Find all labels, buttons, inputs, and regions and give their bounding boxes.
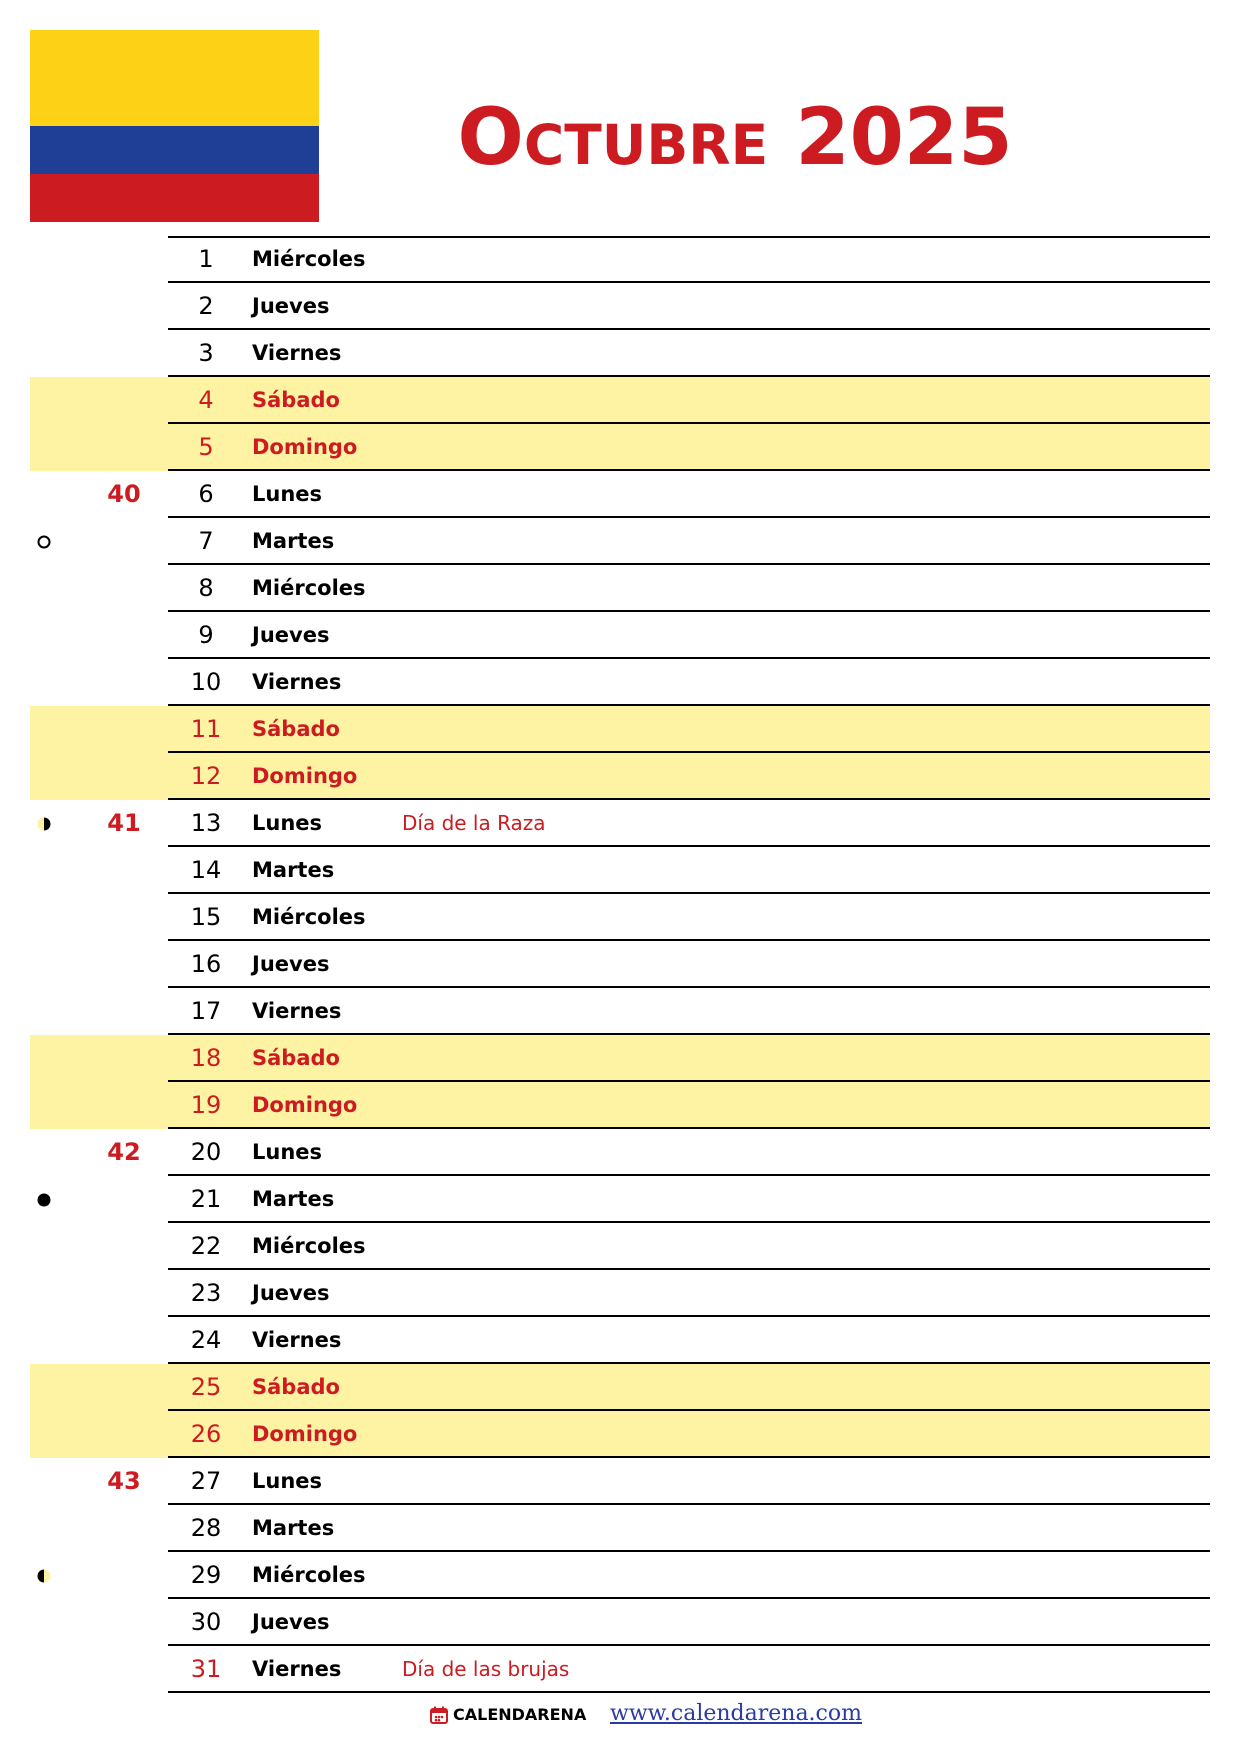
- day-number: 4: [198, 386, 214, 414]
- week-number: 41: [107, 809, 141, 837]
- day-number: 12: [190, 762, 222, 790]
- day-name: Domingo: [252, 1093, 358, 1117]
- day-name: Lunes: [252, 811, 323, 835]
- day-number: 2: [198, 292, 214, 320]
- day-number: 25: [190, 1373, 222, 1401]
- moon-phase-full-icon: [37, 535, 51, 549]
- day-row: [0, 377, 1240, 424]
- day-name: Viernes: [252, 670, 342, 694]
- day-number: 22: [190, 1232, 222, 1260]
- day-row: [0, 330, 1240, 377]
- flag-stripe-yellow: [30, 30, 319, 126]
- day-number: 29: [190, 1561, 222, 1589]
- day-row: [0, 800, 1240, 847]
- week-number: 42: [107, 1138, 141, 1166]
- day-row: [0, 1129, 1240, 1176]
- day-number: 24: [190, 1326, 222, 1354]
- day-row: [0, 424, 1240, 471]
- day-name: Sábado: [252, 388, 340, 412]
- day-row: [0, 753, 1240, 800]
- moon-phase-first-quarter-icon: [37, 1569, 51, 1583]
- day-row: [0, 1411, 1240, 1458]
- day-name: Jueves: [252, 294, 330, 318]
- day-row: [0, 471, 1240, 518]
- day-row: [0, 847, 1240, 894]
- day-number: 1: [198, 245, 214, 273]
- brand: [430, 1705, 586, 1724]
- day-list: [0, 236, 1240, 1693]
- brand-name: CALENDARENA: [453, 1705, 587, 1724]
- day-number: 5: [198, 433, 214, 461]
- day-name: Lunes: [252, 1469, 323, 1493]
- day-row: [0, 1599, 1240, 1646]
- footer: [0, 1700, 1240, 1730]
- day-number: 27: [190, 1467, 222, 1495]
- day-row: [0, 236, 1240, 283]
- day-number: 6: [198, 480, 214, 508]
- holiday-label: Día de la Raza: [402, 811, 546, 835]
- day-name: Jueves: [252, 952, 330, 976]
- day-row: [0, 612, 1240, 659]
- day-number: 3: [198, 339, 214, 367]
- day-number: 31: [190, 1655, 222, 1683]
- day-name: Martes: [252, 1516, 335, 1540]
- colombia-flag: [30, 30, 319, 222]
- flag-stripe-red: [30, 174, 319, 222]
- day-row: [0, 1082, 1240, 1129]
- day-name: Jueves: [252, 1610, 330, 1634]
- day-name: Lunes: [252, 482, 323, 506]
- holiday-label: Día de las brujas: [402, 1657, 570, 1681]
- day-row: [0, 1364, 1240, 1411]
- moon-phase-last-quarter-icon: [37, 817, 51, 831]
- day-row: [0, 941, 1240, 988]
- day-row: [0, 659, 1240, 706]
- day-number: 23: [190, 1279, 222, 1307]
- day-name: Sábado: [252, 1046, 340, 1070]
- day-name: Sábado: [252, 717, 340, 741]
- day-row: [0, 283, 1240, 330]
- day-name: Viernes: [252, 1657, 342, 1681]
- day-number: 10: [190, 668, 222, 696]
- day-number: 7: [198, 527, 214, 555]
- day-name: Domingo: [252, 764, 358, 788]
- day-number: 21: [190, 1185, 222, 1213]
- day-row: [0, 1317, 1240, 1364]
- day-number: 17: [190, 997, 222, 1025]
- day-row: [0, 565, 1240, 612]
- day-row: [0, 988, 1240, 1035]
- day-name: Miércoles: [252, 247, 366, 271]
- day-number: 30: [190, 1608, 222, 1636]
- day-name: Martes: [252, 858, 335, 882]
- calendar-icon: [430, 1706, 448, 1724]
- day-number: 11: [190, 715, 222, 743]
- day-name: Miércoles: [252, 905, 366, 929]
- day-row: [0, 706, 1240, 753]
- day-name: Jueves: [252, 1281, 330, 1305]
- day-number: 15: [190, 903, 222, 931]
- day-row: [0, 1505, 1240, 1552]
- day-number: 20: [190, 1138, 222, 1166]
- day-row: [0, 894, 1240, 941]
- day-name: Miércoles: [252, 1234, 366, 1258]
- day-row: [0, 1035, 1240, 1082]
- row-divider: [168, 1691, 1210, 1693]
- day-name: Domingo: [252, 1422, 358, 1446]
- day-name: Martes: [252, 529, 335, 553]
- day-name: Jueves: [252, 623, 330, 647]
- day-name: Miércoles: [252, 576, 366, 600]
- day-number: 19: [190, 1091, 222, 1119]
- day-row: [0, 1223, 1240, 1270]
- day-row: [0, 1552, 1240, 1599]
- day-name: Sábado: [252, 1375, 340, 1399]
- day-name: Martes: [252, 1187, 335, 1211]
- day-name: Miércoles: [252, 1563, 366, 1587]
- day-number: 14: [190, 856, 222, 884]
- page-title: Octubre 2025: [457, 93, 1013, 183]
- day-name: Lunes: [252, 1140, 323, 1164]
- day-number: 16: [190, 950, 222, 978]
- website-link[interactable]: www.calendarena.com: [610, 1701, 862, 1726]
- day-name: Viernes: [252, 1328, 342, 1352]
- day-row: [0, 1270, 1240, 1317]
- day-name: Domingo: [252, 435, 358, 459]
- day-row: [0, 1646, 1240, 1693]
- moon-phase-new-icon: [37, 1193, 51, 1207]
- day-name: Viernes: [252, 341, 342, 365]
- week-number: 43: [107, 1467, 141, 1495]
- day-number: 28: [190, 1514, 222, 1542]
- day-row: [0, 1176, 1240, 1223]
- day-name: Viernes: [252, 999, 342, 1023]
- day-row: [0, 1458, 1240, 1505]
- day-row: [0, 518, 1240, 565]
- day-number: 18: [190, 1044, 222, 1072]
- day-number: 8: [198, 574, 214, 602]
- week-number: 40: [107, 480, 141, 508]
- flag-stripe-blue: [30, 126, 319, 174]
- day-number: 13: [190, 809, 222, 837]
- day-number: 9: [198, 621, 214, 649]
- day-number: 26: [190, 1420, 222, 1448]
